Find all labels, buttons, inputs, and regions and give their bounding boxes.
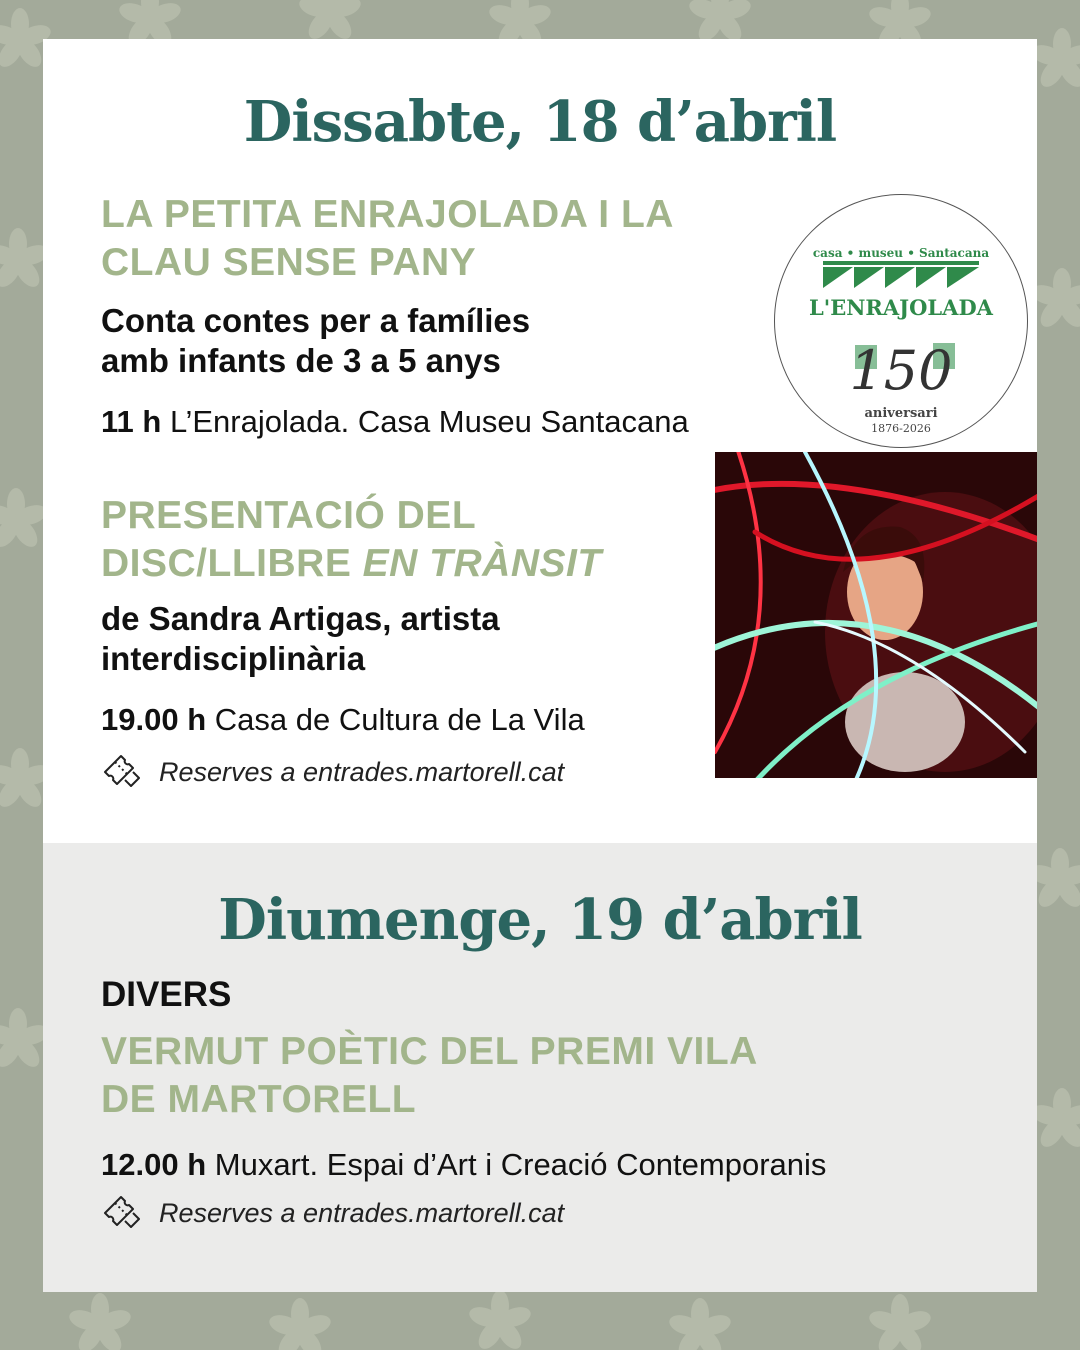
- event-title: [101, 1028, 758, 1124]
- event-category: DIVERS: [101, 975, 232, 1014]
- event-subtitle-line: interdisciplinària: [101, 640, 366, 677]
- event-title: [101, 492, 602, 588]
- event-time: 11 h: [101, 404, 162, 439]
- event-time-place: [101, 1146, 826, 1184]
- event-title-line: DE MARTORELL: [101, 1078, 417, 1121]
- reservation-text: Reserves a entrades.martorell.cat: [159, 1197, 565, 1228]
- logo-roof-icon: [823, 261, 979, 288]
- event-subtitle-line: amb infants de 3 a 5 anys: [101, 342, 501, 379]
- reservation-link[interactable]: [101, 1193, 564, 1233]
- logo-name: L'ENRAJOLADA: [809, 295, 993, 320]
- event-time-place: [101, 403, 689, 441]
- event-subtitle-line: Conta contes per a famílies: [101, 302, 531, 339]
- event-subtitle-line: de Sandra Artigas, artista: [101, 600, 500, 637]
- saturday-date-title: Dissabte, 18 d’abril: [243, 89, 837, 155]
- event-subtitle: [101, 599, 500, 679]
- reservation-link[interactable]: [101, 752, 564, 792]
- event-title-line: DISC/LLIBRE: [101, 542, 363, 585]
- logo-number: 150: [849, 339, 953, 402]
- logo-caption: aniversari: [864, 406, 938, 421]
- sunday-date-title: Diumenge, 19 d’abril: [218, 887, 862, 953]
- event-subtitle: [101, 301, 530, 381]
- event-time: 19.00 h: [101, 702, 207, 737]
- event-title-line: VERMUT POÈTIC DEL PREMI VILA: [101, 1030, 758, 1073]
- logo-top-text: casa • museu • Santacana: [812, 246, 990, 260]
- event-title-italic: EN TRÀNSIT: [362, 542, 602, 585]
- event-place: L’Enrajolada. Casa Museu Santacana: [169, 404, 689, 439]
- artist-photo: [715, 452, 1037, 778]
- event-title-line: CLAU SENSE PANY: [101, 241, 477, 284]
- ticket-icon: [101, 752, 141, 792]
- sunday-card: [43, 843, 1037, 1292]
- event-title: [101, 191, 674, 287]
- ticket-icon: [101, 1193, 141, 1233]
- reservation-text: Reserves a entrades.martorell.cat: [159, 756, 565, 787]
- event-title-line: PRESENTACIÓ DEL: [101, 494, 477, 537]
- enrajolada-150-logo: [774, 194, 1028, 448]
- logo-years: 1876-2026: [871, 422, 931, 435]
- event-time-place: [101, 701, 585, 739]
- event-place: Muxart. Espai d’Art i Creació Contemporanis: [214, 1147, 827, 1182]
- event-time: 12.00 h: [101, 1147, 207, 1182]
- event-title-line: LA PETITA ENRAJOLADA I LA: [101, 193, 674, 236]
- event-place: Casa de Cultura de La Vila: [214, 702, 585, 737]
